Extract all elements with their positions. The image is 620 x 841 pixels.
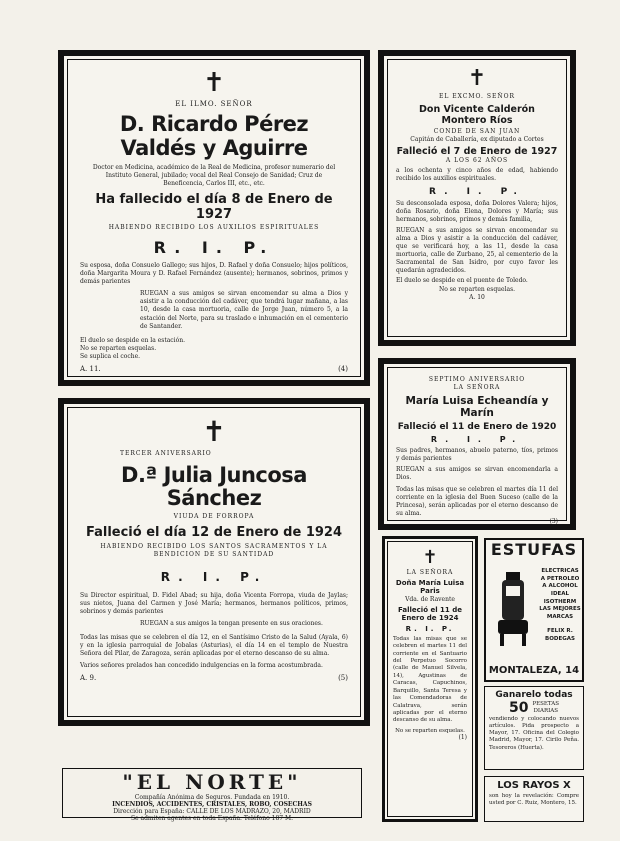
- earnings-frequency: DIARIAS: [533, 708, 559, 714]
- family-list: Su Director espiritual, D. Fidel Abad; su hija, doña Vicenta Forropa, viuda de Jaylas; sus nietos, Juana del Carmen y José María; hermanos, hermanos políticos, primos, sobrinos y demás parientes: [80, 591, 348, 615]
- stove-icon: [492, 570, 534, 650]
- el-norte-ad: [62, 768, 362, 822]
- company-name: "EL NORTE": [122, 770, 302, 794]
- widow-note: Vda. de Ravente: [405, 595, 455, 603]
- ad-title: ESTUFAS: [490, 540, 578, 559]
- stove-type-2: A PETROLEO: [540, 575, 580, 582]
- death-date: Falleció el 11 de Enero de 1920: [397, 422, 557, 433]
- ad-title: Ganarelo todas: [495, 690, 573, 700]
- rip-text: R. I. P.: [405, 624, 455, 633]
- seller-name-2: BODEGAS: [545, 635, 575, 642]
- anniversary-label: TERCER ANIVERSARIO: [120, 450, 212, 457]
- stove-type-3: A ALCOHOL: [542, 583, 578, 590]
- masses-note: Todas las misas que se celebren el día 12, en el Santísimo Cristo de la Salud (Ayala, 6) y en la iglesia parroquial de Jobalas (Asturias), el día 14 en el templo de Nuestra Señora del Pilar, de Zaragoza, serán aplicadas por el eterno descanso de su alma.: [80, 633, 348, 658]
- cross-icon: ✝: [203, 68, 225, 98]
- ad-code: A. 9.: [80, 674, 97, 683]
- deceased-name: D.ª Julia Juncosa Sánchez: [121, 463, 307, 511]
- estufas-ad: [484, 538, 584, 682]
- sacraments-note: HABIENDO RECIBIDO LOS AUXILIOS ESPIRITUALES: [108, 223, 320, 231]
- funeral-request: RUEGAN a sus amigos se sirvan encomendar su alma a Dios y asistir a la conducción del cadáver, que tendrá lugar mañana, a las 10, desde la casa mortuoria, calle de Jorge Juan, número 5, a la estación del Norte, para su traslado e inhumación en el cementerio de Santander.: [140, 290, 348, 330]
- ad-code: A. 10: [469, 293, 485, 301]
- funeral-request: RUEGAN a sus amigos se sirvan encomendar su alma a Dios y asistir a la conducción del cadáver, que se verificará hoy, a las 11, desde la casa mortuoria, calle de Zurbano, 25, al cementerio de la Sacramental de San Isidro, por cuyo favor les quedarán agradecidos.: [396, 226, 558, 275]
- rip-text: R. I. P.: [429, 186, 525, 197]
- ad-text: son hoy la revelación: Compre usted por C. Ruiz, Montero, 15.: [489, 793, 579, 807]
- mourning-note: Se suplica el coche.: [80, 352, 141, 360]
- deceased-name: Doña María Luisa Paris: [395, 579, 465, 596]
- rip-text: R. I. P.: [430, 435, 524, 445]
- store-address: MONTALEZA, 14: [488, 665, 580, 676]
- rip-text: R. I. P.: [153, 238, 275, 257]
- stove-type-5: ISOTHERM: [543, 598, 577, 605]
- ad-code: (1): [458, 733, 467, 741]
- family-list: Sus padres, hermanos, abuelo paterno, tíos, primos y demás parientes: [396, 447, 558, 463]
- ad-code: (3): [549, 517, 558, 525]
- deceased-name: D. Ricardo Pérez Valdés y Aguirre: [119, 112, 309, 160]
- ad-number: (5): [338, 674, 348, 683]
- obituary-juncosa: [58, 398, 370, 726]
- masses-note: Todas las misas que se celebren el martes día 11 del corriente en la iglesia del Buen Suceso (calle de la Princesa), serán aplicadas por el eterno descanso de su alma.: [396, 485, 558, 517]
- no-cards-note: No se reparten esquelas.: [438, 285, 516, 293]
- duel-note: El duelo se despide en la estación.: [80, 336, 185, 344]
- death-date: Falleció el 11 de Enero de 1924: [398, 605, 462, 623]
- obituary-calderon: [378, 50, 576, 346]
- ad-number: (4): [338, 365, 348, 374]
- honorific: EL EXCMO. SEÑOR: [438, 93, 516, 100]
- agents-note: Se admiten agentes en toda España. Teléfono 187 M.: [130, 815, 294, 822]
- cross-icon: ✝: [202, 415, 226, 448]
- masses-note: Todas las misas que se celebren el martes 11 del corriente en el Santuario del Perpetuo Socorro (calle de Manuel Silvela, 14), Agustinas de Caracas, Capuchinos, Barquillo, Santa Teresa y las Comendadoras de Calatrava, serán aplicadas por el eterno descanso de su alma.: [393, 635, 467, 724]
- ad-title: LOS RAYOS X: [497, 780, 571, 791]
- noble-title: CONDE DE SAN JUAN: [433, 128, 521, 136]
- death-date: Falleció el 7 de Enero de 1927: [396, 146, 558, 158]
- widow-note: VIUDA DE FORROPA: [173, 513, 255, 521]
- ad-code: A. 11.: [80, 365, 101, 374]
- insurance-types: INCENDIOS, ACCIDENTES, CRISTALES, ROBO, COSECHAS: [112, 801, 312, 808]
- no-cards-note: No se reparten esquelas.: [395, 727, 465, 734]
- obituary-echeandia: [378, 358, 576, 530]
- company-tagline: Compañía Anónima de Seguros. Fundada en 1910.: [134, 794, 290, 801]
- honorific: LA SEÑORA: [406, 569, 454, 576]
- prayer-request: RUEGAN a sus amigos la tengan presente en sus oraciones.: [140, 619, 323, 627]
- family-list: Su desconsolada esposa, doña Dolores Valera; hijos, doña Rosario, doña Elena, Dolores y María; sus hermanos, sobrinos, primos y demás familia,: [396, 199, 558, 223]
- rip-text: R. I. P.: [160, 569, 268, 584]
- ganarelo-ad: [484, 686, 584, 770]
- no-cards-note: No se reparten esquelas.: [80, 344, 157, 352]
- honorific: LA SEÑORA: [453, 384, 501, 392]
- stove-type-6: LAS MEJORES: [539, 606, 581, 613]
- deceased-name: María Luisa Echeandía y Marín: [405, 395, 549, 420]
- stove-type-7: MARCAS: [546, 614, 574, 621]
- anniversary-label: SEPTIMO ANIVERSARIO: [428, 376, 526, 383]
- earnings-amount: 50: [508, 700, 529, 716]
- deceased-name: Don Vicente Calderón Montero Ríos: [419, 104, 535, 127]
- ad-text: vendiendo y colocando nuevos artículos. Pida prospecto a Mayor, 17. Oficina del Colegio Madrid, Mayor, 17. Cirilo Peña. Tesoreros (Huerta).: [489, 716, 579, 751]
- cross-icon: ✝: [422, 547, 438, 568]
- role: Capitán de Caballería, ex diputado a Cortes: [410, 136, 544, 144]
- family-list: Su esposa, doña Consuelo Gallego; sus hijos, D. Rafael y doña Consuelo; hijos políticos, doña Margarita Moura y D. Rafael Fernández (ausente); hermanos, sobrinos, primos y demás parientes: [80, 262, 348, 286]
- cross-icon: ✝: [467, 66, 487, 91]
- company-address: Dirección para España: CALLE DE LOS MADRAZO, 20, MADRID: [113, 808, 311, 815]
- earnings-unit: PESETAS: [532, 701, 560, 708]
- indulgences-note: Varios señores prelados han concedido indulgencias en la forma acostumbrada.: [80, 662, 323, 670]
- obituary-perez-valdes: [58, 50, 370, 386]
- biography: Doctor en Medicina, académico de la Real de Medicina, profesor numerario del Instituto General, jubilado; vocal del Real Consejo de Sanidad; Cruz de Beneficencia, Carlos III, etc., etc.: [92, 163, 336, 187]
- seller-name: FELIX R.: [547, 627, 573, 634]
- prayer-request: RUEGAN a sus amigos se sirvan encomendarla a Dios.: [396, 466, 558, 482]
- sacraments-note: HABIENDO RECIBIDO LOS SANTOS SACRAMENTOS Y LA BENDICION DE SU SANTIDAD: [100, 543, 328, 559]
- age: A LOS 62 AÑOS: [445, 157, 509, 165]
- rayos-x-ad: [484, 776, 584, 822]
- duel-note: El duelo se despide en el puente de Toledo.: [396, 277, 528, 285]
- stove-type-4: IDEAL: [550, 591, 570, 598]
- death-text: a los ochenta y cinco años de edad, habiendo recibido los auxilios espirituales.: [396, 167, 558, 183]
- obituary-paris: [382, 536, 478, 822]
- stove-type-1: ELECTRICAS: [541, 568, 579, 574]
- death-date: Falleció el día 12 de Enero de 1924: [85, 525, 342, 541]
- death-date: Ha fallecido el día 8 de Enero de 1927: [95, 191, 333, 222]
- honorific: EL ILMO. SEÑOR: [175, 100, 253, 108]
